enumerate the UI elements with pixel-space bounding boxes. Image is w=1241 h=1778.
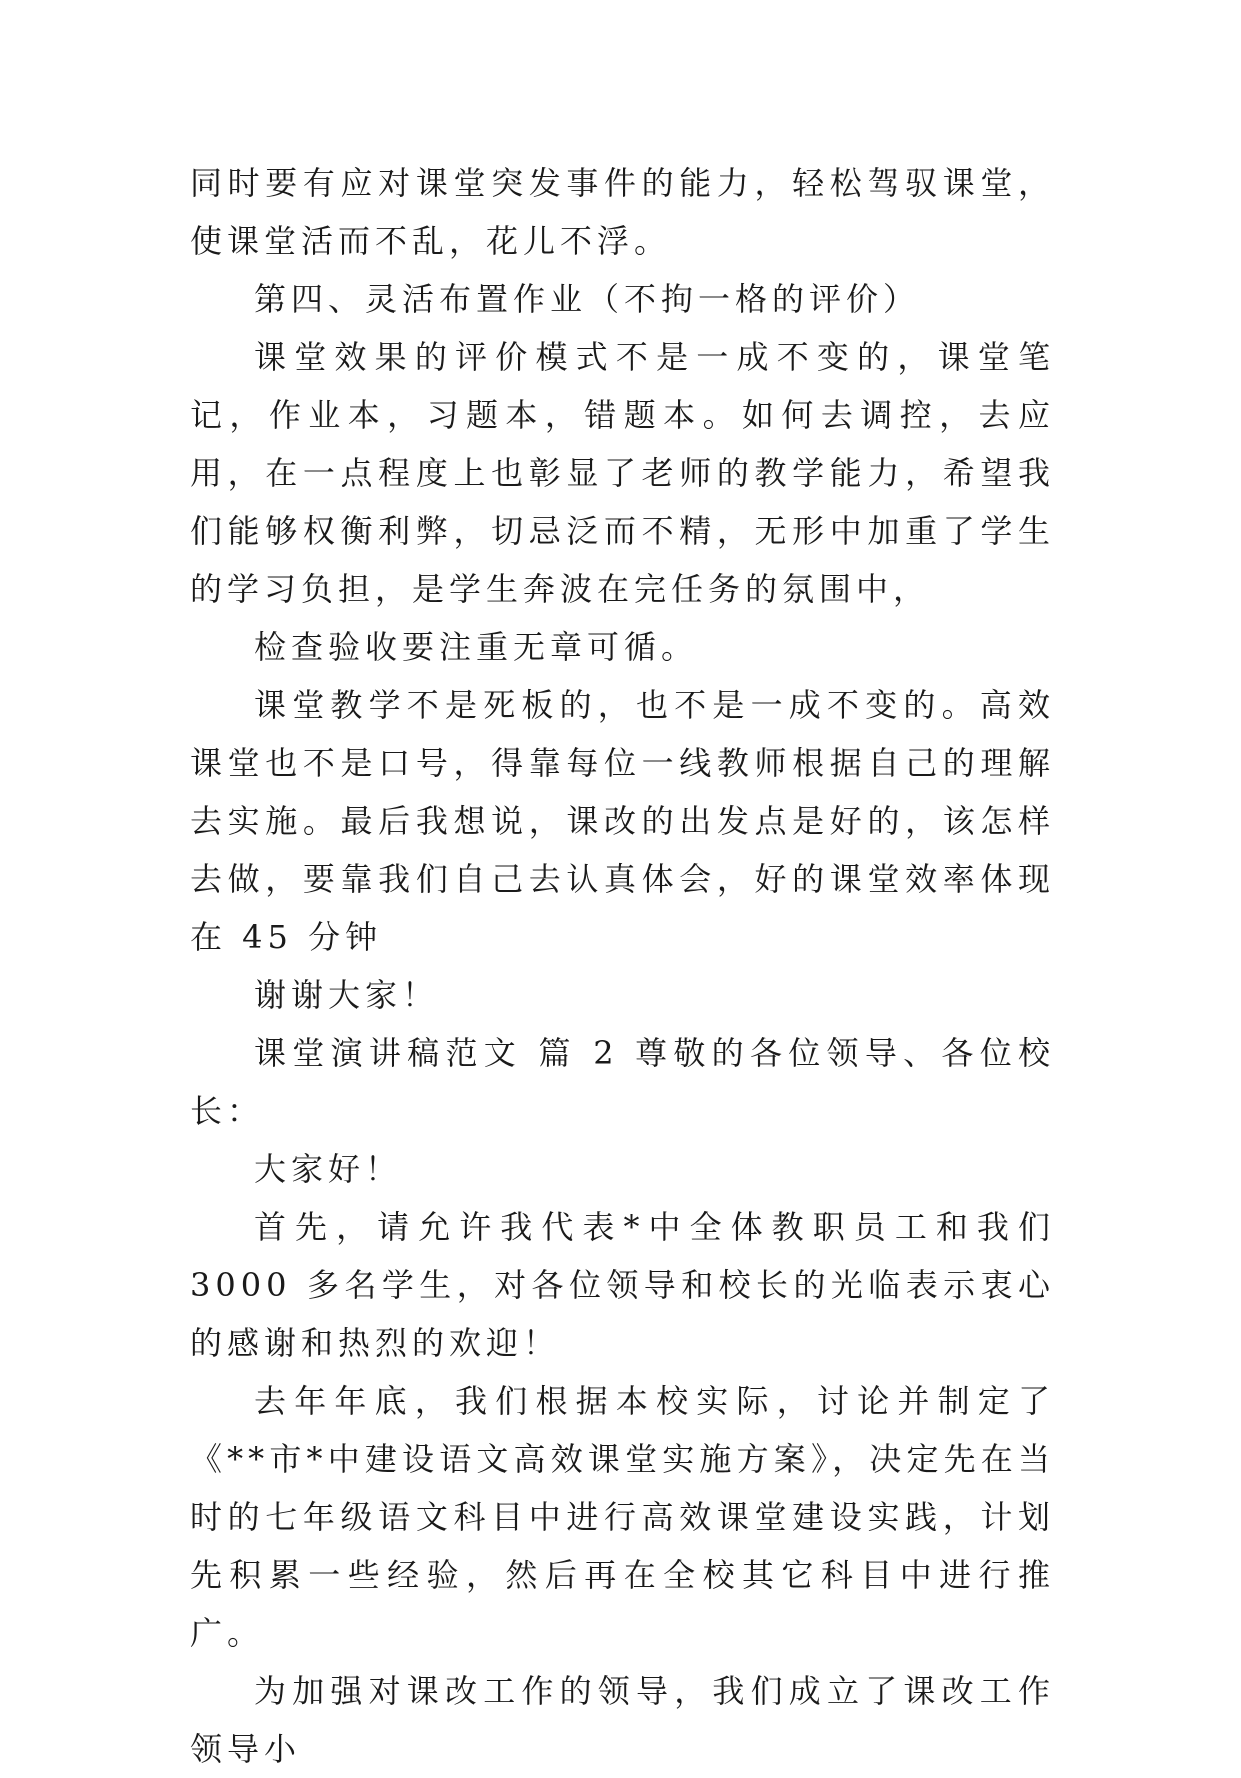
paragraph-4: 检查验收要注重无章可循。 — [254, 628, 699, 666]
document-page — [190, 154, 1055, 1778]
paragraph-10: 去年年底，我们根据本校实际，讨论并制定了《**市*中建设语文高效课堂实施方案》，决定先在当时的七年级语文科目中进行高效课堂建设实践，计划先积累一些经验，然后再在全校其它科目中进行推广。 — [190, 1382, 1055, 1652]
paragraph-1: 同时要有应对课堂突发事件的能力，轻松驾驭课堂，使课堂活而不乱，花儿不浮。 — [190, 164, 1055, 260]
paragraph-9: 首先，请允许我代表*中全体教职员工和我们 3000 多名学生，对各位领导和校长的光临表示衷心的感谢和热烈的欢迎！ — [190, 1208, 1055, 1362]
paragraph-8: 大家好！ — [254, 1150, 403, 1188]
paragraph-11: 为加强对课改工作的领导，我们成立了课改工作领导小 — [190, 1672, 1055, 1768]
paragraph-7-heading: 课堂演讲稿范文 篇 2 尊敬的各位领导、各位校长： — [190, 1034, 1055, 1130]
paragraph-3: 课堂效果的评价模式不是一成不变的，课堂笔记，作业本，习题本，错题本。如何去调控，去应用，在一点程度上也彰显了老师的教学能力，希望我们能够权衡利弊，切忌泛而不精，无形中加重了学生的学习负担，是学生奔波在完任务的氛围中， — [190, 338, 1055, 608]
paragraph-2-heading: 第四、灵活布置作业（不拘一格的评价） — [254, 280, 921, 318]
paragraph-5: 课堂教学不是死板的，也不是一成不变的。高效课堂也不是口号，得靠每位一线教师根据自己的理解去实施。最后我想说，课改的出发点是好的，该怎样去做，要靠我们自己去认真体会，好的课堂效率体现在 45 分钟 — [190, 686, 1055, 956]
paragraph-6: 谢谢大家！ — [254, 976, 440, 1014]
